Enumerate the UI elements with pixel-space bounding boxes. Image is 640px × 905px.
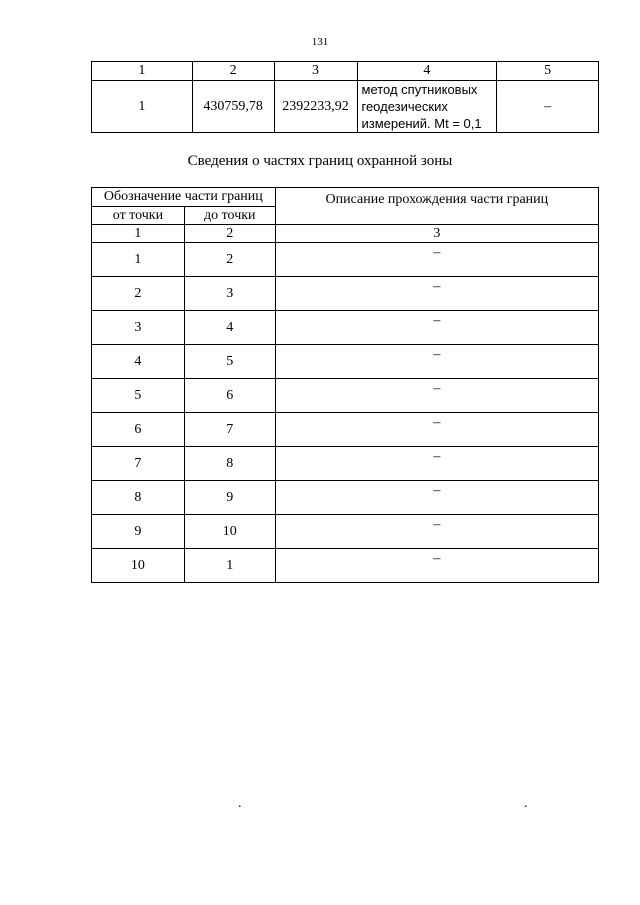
coordinates-data-row	[92, 81, 599, 133]
from-point: 4	[92, 345, 185, 379]
coordinate-y: 2392233,92	[274, 81, 357, 133]
boundary-parts-table	[91, 187, 599, 583]
point-number: 1	[92, 81, 193, 133]
to-point: 2	[184, 243, 275, 277]
parts-column-numbers-row	[92, 225, 599, 243]
from-point: 6	[92, 413, 185, 447]
to-point: 1	[184, 549, 275, 583]
header-to-point: до точки	[184, 207, 275, 225]
part-description: –	[275, 345, 598, 379]
coord-col-number-1: 1	[92, 62, 193, 81]
part-description: –	[275, 243, 598, 277]
to-point: 10	[184, 515, 275, 549]
part-description: –	[275, 311, 598, 345]
parts-header-row-1	[92, 188, 599, 207]
coordinates-table	[91, 61, 599, 133]
section-title: Сведения о частях границ охранной зоны	[187, 153, 453, 169]
footer-dot-left: .	[238, 796, 242, 811]
parts-col-number-2: 2	[184, 225, 275, 243]
method-line-3: измерений. Mt = 0,1	[361, 116, 482, 131]
part-description: –	[275, 515, 598, 549]
coord-col-number-2: 2	[192, 62, 274, 81]
page-number: 131	[311, 36, 329, 48]
to-point: 5	[184, 345, 275, 379]
coord-col-number-4: 4	[357, 62, 497, 81]
to-point: 7	[184, 413, 275, 447]
table-row	[92, 549, 599, 583]
part-description: –	[275, 481, 598, 515]
measurement-method	[357, 81, 497, 133]
to-point: 4	[184, 311, 275, 345]
table-row	[92, 481, 599, 515]
part-description: –	[275, 413, 598, 447]
header-from-point: от точки	[92, 207, 185, 225]
table-row	[92, 379, 599, 413]
from-point: 10	[92, 549, 185, 583]
part-description: –	[275, 379, 598, 413]
parts-col-number-1: 1	[92, 225, 185, 243]
method-line-2: геодезических	[361, 99, 448, 114]
header-boundary-description: Описание прохождения части границ	[275, 188, 598, 225]
parts-col-number-3: 3	[275, 225, 598, 243]
to-point: 8	[184, 447, 275, 481]
table-row	[92, 243, 599, 277]
part-description: –	[275, 277, 598, 311]
coordinate-x: 430759,78	[192, 81, 274, 133]
table-row	[92, 311, 599, 345]
table-row	[92, 413, 599, 447]
to-point: 9	[184, 481, 275, 515]
from-point: 7	[92, 447, 185, 481]
to-point: 3	[184, 277, 275, 311]
part-description: –	[275, 549, 598, 583]
from-point: 1	[92, 243, 185, 277]
to-point: 6	[184, 379, 275, 413]
footer-dot-right: .	[524, 796, 528, 811]
method-line-1: метод спутниковых	[361, 82, 478, 97]
table-row	[92, 447, 599, 481]
from-point: 2	[92, 277, 185, 311]
coord-col-number-5: 5	[497, 62, 599, 81]
header-boundary-designation: Обозначение части границ	[92, 188, 276, 207]
coord-col5-value: –	[497, 81, 599, 133]
from-point: 8	[92, 481, 185, 515]
table-row	[92, 515, 599, 549]
from-point: 5	[92, 379, 185, 413]
table-row	[92, 277, 599, 311]
from-point: 3	[92, 311, 185, 345]
table-row	[92, 345, 599, 379]
coordinates-header-row	[92, 62, 599, 81]
part-description: –	[275, 447, 598, 481]
from-point: 9	[92, 515, 185, 549]
coord-col-number-3: 3	[274, 62, 357, 81]
